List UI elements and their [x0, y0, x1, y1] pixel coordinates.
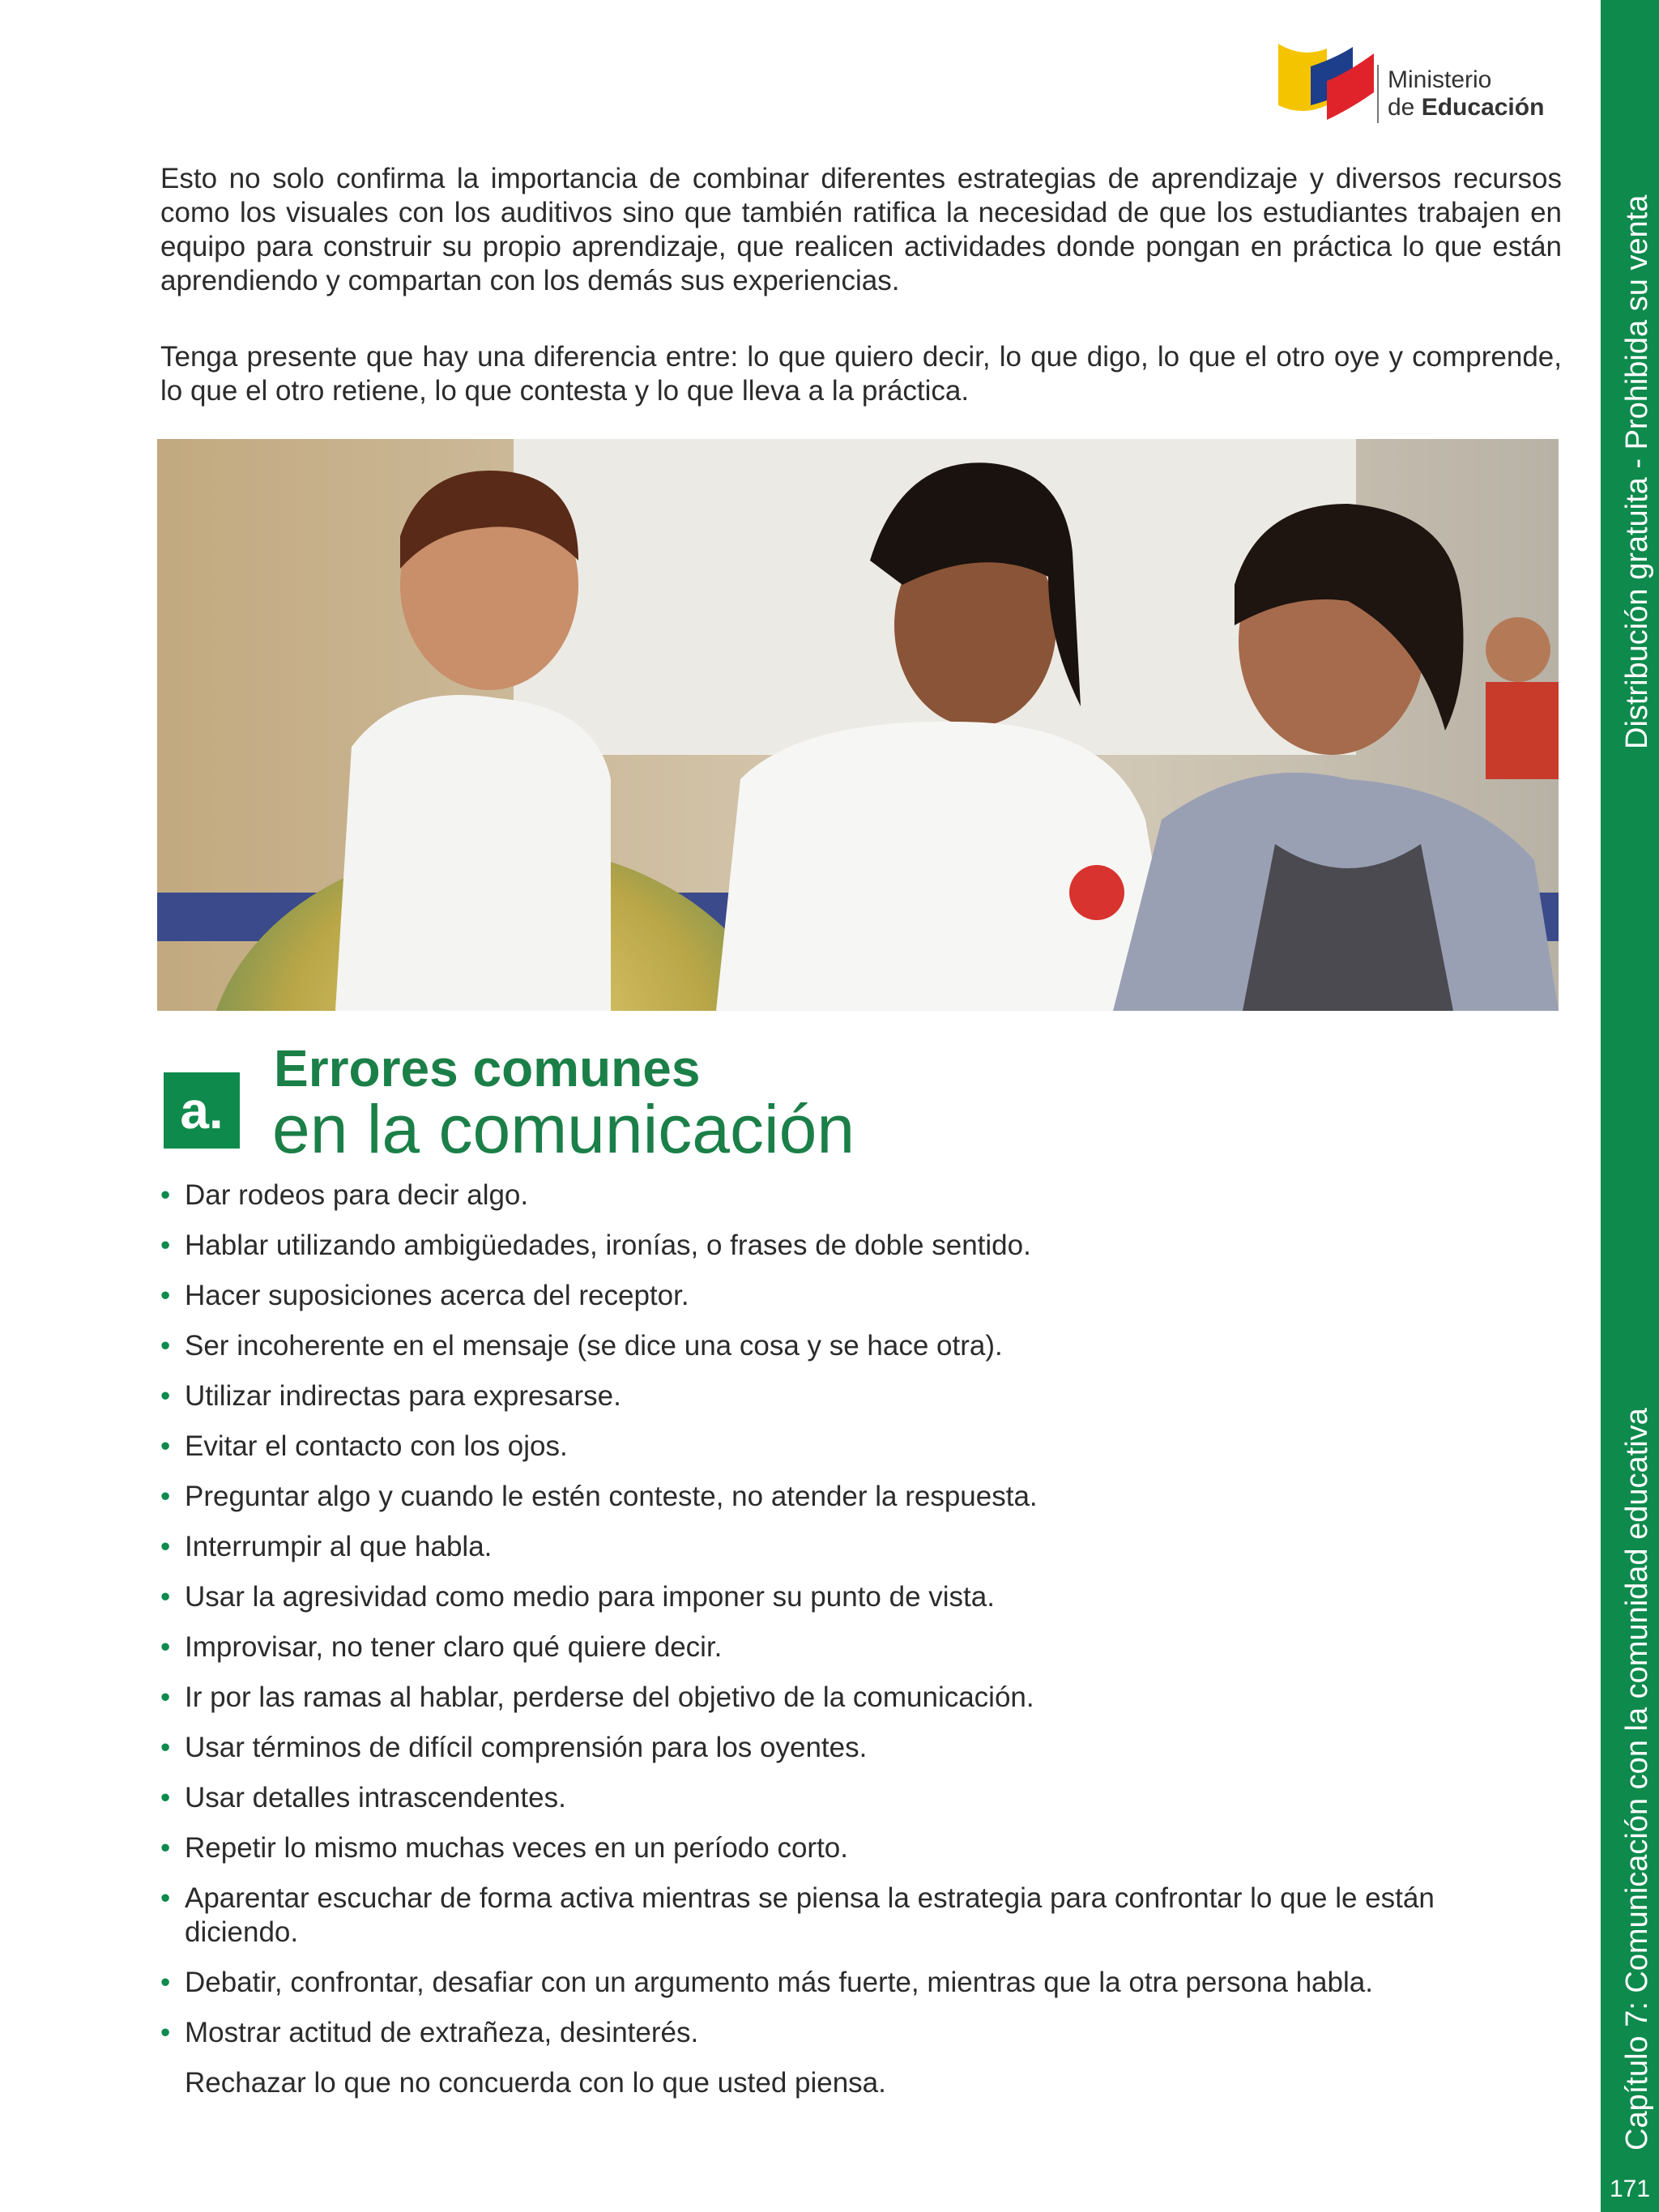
section-badge: a. [164, 1072, 240, 1149]
list-item: • Repetir lo mismo muchas veces en un período corto. [160, 1831, 1537, 1865]
list-continuation: Rechazar lo que no concuerda con lo que usted piensa. [185, 2067, 886, 2099]
list-item: • Ir por las ramas al hablar, perderse del objetivo de la comunicación. [160, 1681, 1537, 1715]
list-item: • Preguntar algo y cuando le estén conteste, no atender la respuesta. [160, 1480, 1537, 1514]
logo-line-2 [1388, 94, 1544, 121]
list-item: • Evitar el contacto con los ojos. [160, 1430, 1537, 1464]
classroom-photo [157, 439, 1559, 1011]
page-number: 171 [1609, 2176, 1651, 2202]
list-item: • Usar la agresividad como medio para imponer su punto de vista. [160, 1580, 1537, 1614]
list-item: • Hablar utilizando ambigüedades, ironías, o frases de doble sentido. [160, 1229, 1537, 1263]
list-item: • Mostrar actitud de extrañeza, desinterés. [160, 2016, 1537, 2050]
list-item: • Hacer suposiciones acerca del receptor. [160, 1279, 1537, 1313]
list-item: • Usar detalles intrascendentes. [160, 1781, 1537, 1815]
list-item: • Interrumpir al que habla. [160, 1530, 1537, 1564]
ecuador-flag-icon [1278, 42, 1384, 131]
logo-line-1: Ministerio [1388, 66, 1492, 93]
logo-text [1388, 66, 1544, 121]
section-title-light: en la comunicación [272, 1091, 855, 1167]
list-item: • Dar rodeos para decir algo. [160, 1178, 1537, 1213]
logo-divider [1377, 65, 1379, 123]
paragraph-2: Tenga presente que hay una diferencia entre: lo que quiero decir, lo que digo, lo que el otro oye y comprende, lo que el otro retiene, lo que contesta y lo que lleva a la práctica. [160, 341, 1562, 407]
sidebar-chapter-title: Capítulo 7: Comunicación con la comunidad educativa [1620, 1408, 1654, 2150]
list-item: • Usar términos de difícil comprensión para los oyentes. [160, 1731, 1537, 1765]
sidebar-distribution-note: Distribución gratuita - Prohibida su venta [1620, 194, 1654, 749]
list-item: • Utilizar indirectas para expresarse. [160, 1379, 1537, 1413]
logo-line-2-bold: Educación [1421, 94, 1545, 121]
list-item: • Aparentar escuchar de forma activa mientras se piensa la estrategia para confrontar lo que le están diciendo. [160, 1882, 1537, 1950]
ministerio-logo [1278, 42, 1554, 131]
common-errors-list [160, 1178, 1537, 2116]
list-item: • Improvisar, no tener claro qué quiere decir. [160, 1630, 1537, 1664]
logo-line-2-prefix: de [1388, 94, 1422, 121]
section-title-bold: Errores comunes [274, 1039, 701, 1097]
paragraph-1: Esto no solo confirma la importancia de combinar diferentes estrategias de aprendizaje y diversos recursos como los visuales con los auditivos sino que también ratifica la necesidad de que los estudiantes trabajen en equipo para construir su propio aprendizaje, que realicen actividades donde pongan en práctica lo que están aprendiendo y compartan con los demás sus experiencias. [160, 163, 1562, 296]
list-item: • Debatir, confrontar, desafiar con un argumento más fuerte, mientras que la otra persona habla. [160, 1966, 1537, 2000]
list-item: • Ser incoherente en el mensaje (se dice una cosa y se hace otra). [160, 1329, 1537, 1363]
